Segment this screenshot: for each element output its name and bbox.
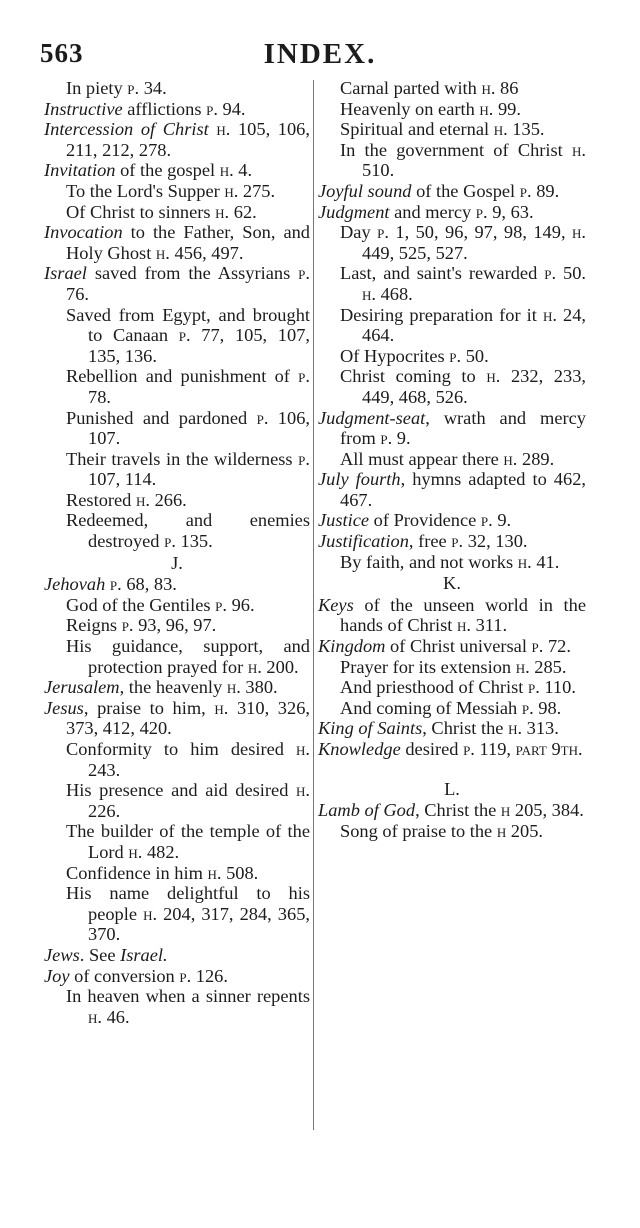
entry-reference: h. 275. [224, 180, 276, 201]
entry-text: , hymns adapted to [400, 469, 554, 490]
entry-keyword: Jews [44, 944, 80, 965]
index-subentry [44, 202, 310, 223]
entry-text: Last, and saint's rewarded [340, 263, 545, 284]
entry-keyword: Judgment [318, 201, 390, 222]
entry-keyword: Keys [318, 594, 354, 615]
index-subentry [318, 677, 586, 698]
entry-text: , praise to him, [83, 697, 215, 718]
entry-text: Confidence in him [66, 862, 208, 883]
index-subentry [44, 366, 310, 407]
entry-text: Carnal parted with [340, 78, 482, 98]
entry-text: All must appear there [340, 448, 504, 469]
entry-reference: p. 34. [127, 78, 167, 98]
entry-text: desired [400, 739, 464, 759]
entry-text: , Christ the [422, 718, 509, 739]
entry-reference: h. 105, 106, 211, 212, 278. [66, 119, 310, 160]
entry-keyword: Justification [318, 531, 409, 552]
entry-text: Prayer for its extension [340, 656, 516, 677]
entry-text: Conformity to him desired [66, 739, 296, 759]
entry-text: By faith, and not works [340, 551, 518, 572]
entry-keyword: Knowledge [318, 739, 401, 759]
index-subentry [318, 552, 586, 573]
index-subentry [318, 78, 586, 99]
index-subentry [318, 263, 586, 304]
entry-reference: p. 93, 96, 97. [121, 615, 217, 636]
entry-text: of Providence [369, 510, 481, 531]
entry-text: In piety [66, 78, 128, 98]
entry-reference: p. 68, 83. [109, 574, 177, 595]
entry-keyword: July fourth [318, 469, 401, 490]
entry-reference: p. 32, 130. [451, 531, 528, 552]
entry-reference: h 205. [496, 820, 543, 841]
entry-reference: p. 126. [179, 965, 228, 986]
right-column [318, 78, 586, 841]
section-letter: J. [171, 552, 183, 573]
entry-keyword: Judgment-seat [318, 407, 426, 428]
entry-reference: p. 72. [531, 636, 571, 657]
entry-reference: p. 106, 107. [88, 407, 310, 449]
entry-reference: h. 313. [508, 718, 559, 739]
entry-reference: p. 77, 105, 107, 135, 136. [88, 325, 310, 366]
entry-text: His presence and aid desired [66, 780, 296, 801]
index-entry [318, 800, 586, 821]
entry-reference: h. 266. [135, 489, 187, 510]
entry-text: Song of praise to the [340, 820, 497, 841]
index-entry [318, 469, 586, 510]
index-entry [44, 99, 310, 120]
column-divider [313, 80, 314, 1130]
entry-reference: p. 98. [521, 697, 562, 718]
entry-reference: p. 110. [527, 677, 576, 698]
entry-text: To the Lord's Supper [66, 180, 225, 201]
index-subentry [318, 305, 586, 346]
entry-text: of Christ universal [385, 636, 532, 657]
index-entry [44, 222, 310, 263]
entry-text: His name delightful to his people [66, 883, 310, 924]
page-title: INDEX. [263, 38, 377, 70]
index-entry [44, 119, 310, 160]
index-subentry [44, 181, 310, 202]
entry-reference: h. 99. [479, 98, 521, 119]
index-subentry [318, 366, 586, 407]
entry-text: And coming of Messiah [340, 697, 522, 718]
entry-reference: h. 24, 464. [362, 304, 586, 346]
index-subentry [318, 119, 586, 140]
entry-reference: h. 311. [456, 615, 508, 636]
index-subentry [318, 698, 586, 719]
entry-text: of the Gospel [411, 180, 520, 201]
index-entry [318, 595, 586, 636]
entry-reference: p. 119, part 9th. [463, 739, 583, 759]
entry-reference: h. 310, 326, 373, 412, 420. [66, 697, 310, 739]
spacer [318, 760, 586, 778]
entry-text: . See [79, 944, 121, 965]
index-subentry [44, 490, 310, 511]
index-subentry [44, 821, 310, 862]
index-subentry [44, 615, 310, 636]
entry-reference: p. 1, 50, 96, 97, 98, 149, h. 449, 525, 527. [362, 222, 586, 263]
entry-keyword: Jehovah [44, 574, 106, 595]
entry-reference: h. 285. [515, 656, 567, 677]
entry-reference: h. 510. [362, 139, 586, 181]
index-subentry [44, 78, 310, 99]
entry-reference: h. 232, 233, 449, 468, 526. [362, 366, 586, 407]
entry-text: Heavenly on earth [340, 98, 480, 119]
index-subentry [44, 739, 310, 780]
index-entry [318, 408, 586, 449]
entry-reference: p. 78. [88, 366, 310, 407]
entry-keyword: Justice [318, 510, 370, 531]
entry-reference: h. 456, 497. [155, 242, 244, 263]
entry-keyword: Jesus [44, 697, 84, 718]
section-letter: K. [443, 573, 461, 594]
entry-text: Rebellion and punishment of [66, 366, 299, 387]
index-subentry [318, 99, 586, 120]
index-entry [318, 202, 586, 223]
entry-text: afflictions [122, 98, 207, 119]
index-entry [318, 510, 586, 531]
entry-reference: h. 200. [247, 656, 299, 677]
entry-keyword: Joyful sound [318, 180, 412, 201]
index-entry [44, 945, 310, 966]
entry-keyword: King of Saints [318, 718, 423, 739]
entry-text: , Christ the [415, 800, 501, 821]
index-subentry [44, 883, 310, 945]
index-entry [318, 718, 586, 739]
entry-keyword: Intercession of Christ [44, 119, 209, 140]
entry-reference: p. 94. [206, 98, 246, 119]
entry-keyword: Israel [44, 263, 87, 284]
index-subentry [318, 222, 586, 263]
entry-text: Their travels in the wilderness [66, 448, 299, 469]
index-subentry [44, 510, 310, 551]
index-subentry [44, 305, 310, 367]
entry-keyword: Kingdom [318, 636, 386, 657]
entry-reference: h. 243. [88, 739, 310, 780]
entry-keyword: Instructive [44, 98, 123, 119]
index-entry [318, 739, 586, 760]
index-subentry [44, 863, 310, 884]
index-entry [44, 574, 310, 595]
index-entry [318, 531, 586, 552]
entry-reference: p. 9. [480, 510, 512, 531]
entry-reference: p. 107, 114. [88, 448, 310, 490]
entry-reference: p. 96. [215, 594, 255, 615]
entry-text: And priesthood of Christ [340, 677, 528, 698]
entry-text: and mercy [389, 201, 476, 222]
entry-reference: h. 226. [88, 780, 310, 821]
entry-reference: p. 76. [66, 263, 310, 304]
entry-reference: 462, 467. [340, 469, 586, 510]
entry-text: to the Father, Son, and Holy Ghost [66, 222, 310, 263]
index-entry [318, 636, 586, 657]
entry-reference: h. 46. [88, 1006, 130, 1027]
index-subentry [44, 986, 310, 1027]
entry-text: His guidance, support, and protection prayed for [66, 636, 310, 677]
entry-text: Reigns [66, 615, 122, 636]
entry-reference: h. 508. [207, 862, 259, 883]
entry-text: , the heavenly [119, 677, 227, 698]
entry-reference: h. 135. [493, 119, 545, 140]
entry-text: Redeemed, and enemies destroyed [66, 510, 310, 552]
entry-reference: h 205, 384. [500, 800, 584, 821]
entry-text: In the government of Christ [340, 139, 572, 160]
entry-reference: p. 89. [519, 180, 560, 201]
index-entry [44, 677, 310, 698]
entry-text: Saved from Egypt, and brought to Canaan [66, 304, 310, 346]
entry-reference: p. 50. [449, 345, 489, 366]
entry-text: In heaven when a sinner repents [66, 986, 310, 1007]
section-letter: L. [444, 778, 460, 799]
entry-reference: p. 50. h. 468. [362, 263, 586, 304]
entry-reference: h. 204, 317, 284, 365, 370. [88, 903, 310, 945]
entry-text: Spiritual and eternal [340, 119, 494, 140]
entry-text: The builder of the temple of the Lord [66, 821, 310, 862]
left-column [44, 78, 310, 1027]
entry-text: Of Christ to sinners [66, 201, 216, 222]
entry-keyword: Lamb of God [318, 800, 416, 821]
entry-reference: h. 86 [481, 78, 519, 98]
entry-reference: h. 4. [219, 160, 253, 181]
entry-keyword: Invitation [44, 160, 116, 181]
entry-reference: p. 135. [164, 531, 213, 552]
index-subentry [44, 449, 310, 490]
entry-text: of the gospel [115, 160, 220, 181]
entry-text: Restored [66, 489, 136, 510]
index-subentry [44, 780, 310, 821]
index-subentry [318, 449, 586, 470]
entry-reference: p. 9. [380, 428, 411, 449]
entry-text: , free [408, 531, 452, 552]
entry-reference: p. 9, 63. [475, 201, 534, 222]
index-subentry [318, 657, 586, 678]
entry-reference: h. 41. [517, 551, 560, 572]
index-subentry [318, 140, 586, 181]
index-entry [44, 698, 310, 739]
entry-reference: h. 380. [226, 677, 278, 698]
index-subentry [44, 408, 310, 449]
entry-see-also: Israel. [120, 944, 168, 965]
entry-text: saved from the Assyrians [86, 263, 299, 284]
entry-text: Day [340, 222, 378, 243]
index-entry [44, 966, 310, 987]
entry-text: of conversion [69, 965, 180, 986]
index-subentry [44, 595, 310, 616]
entry-reference: h. 482. [128, 841, 180, 862]
index-subentry [318, 346, 586, 367]
page-header [0, 38, 640, 78]
entry-text: Of Hypocrites [340, 345, 450, 366]
entry-text: Punished and pardoned [66, 407, 257, 428]
index-entry [318, 181, 586, 202]
entry-text: God of the Gentiles [66, 594, 216, 615]
entry-text: Christ coming to [340, 366, 487, 387]
page-number: 563 [40, 38, 84, 68]
entry-reference: h. 62. [215, 201, 257, 222]
entry-keyword: Jerusalem [44, 677, 120, 698]
index-entry [44, 263, 310, 304]
entry-keyword: Invocation [44, 222, 123, 243]
entry-text: of the unseen world in the hands of Christ [340, 594, 586, 636]
entry-text: Desiring preparation for it [340, 304, 543, 325]
entry-keyword: Joy [44, 965, 70, 986]
index-entry [44, 160, 310, 181]
index-subentry [318, 821, 586, 842]
entry-text: , wrath and mercy from [340, 407, 586, 449]
entry-reference: h. 289. [503, 448, 555, 469]
index-subentry [44, 636, 310, 677]
